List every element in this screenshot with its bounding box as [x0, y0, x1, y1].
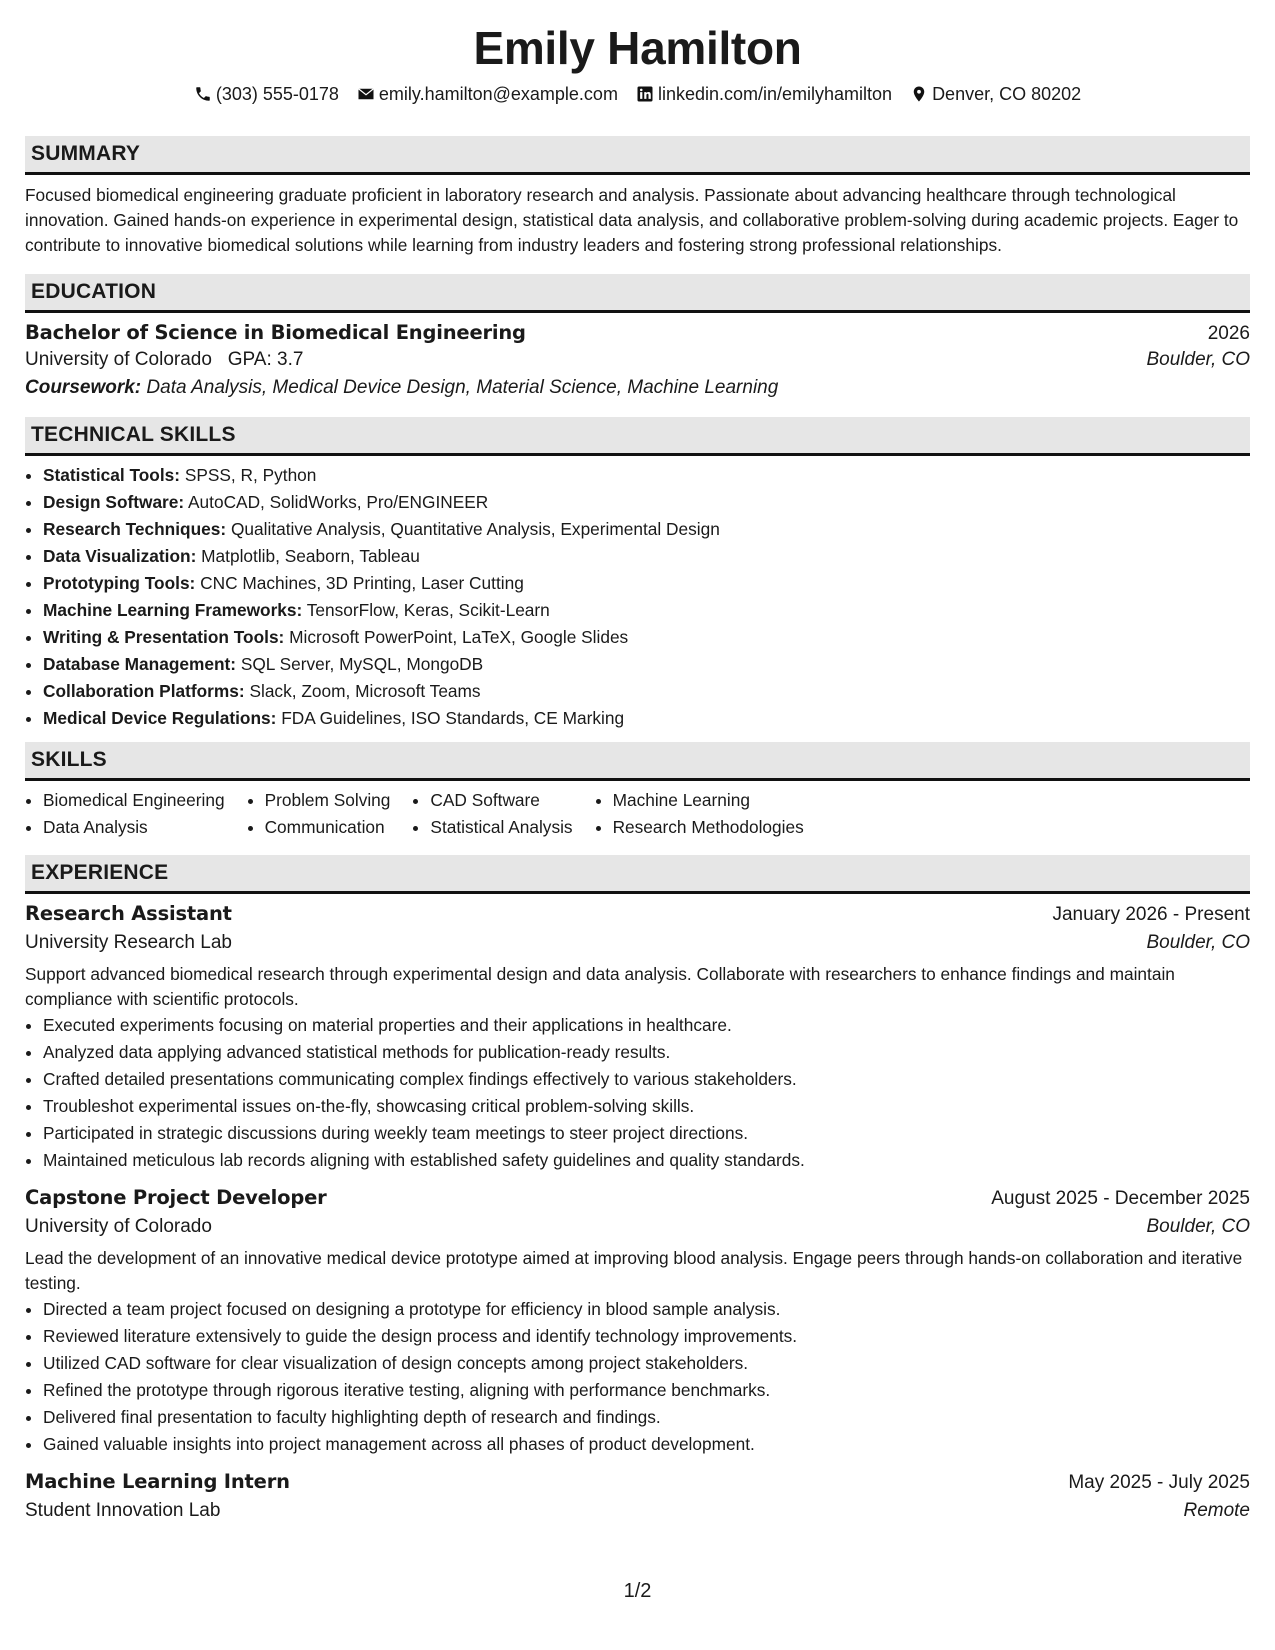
technical-skill-item: [43, 489, 1250, 516]
skill-value: Matplotlib, Seaborn, Tableau: [201, 546, 420, 566]
skill-value: Slack, Zoom, Microsoft Teams: [249, 681, 481, 701]
technical-skills-heading: TECHNICAL SKILLS: [25, 417, 1250, 456]
skill-label: Writing & Presentation Tools:: [43, 627, 285, 647]
job-org: University Research Lab: [25, 932, 232, 953]
skills-heading: SKILLS: [25, 742, 1250, 781]
skill-value: SQL Server, MySQL, MongoDB: [240, 654, 484, 674]
phone-icon: [194, 85, 212, 103]
job-org: Student Innovation Lab: [25, 1500, 221, 1521]
job-bullet: • Reviewed literature extensively to guide the design process and identify technology improvements.: [43, 1323, 1250, 1350]
contact-location: [910, 82, 1081, 106]
job-bullet: • Directed a team project focused on designing a prototype for efficiency in blood sample analysis.: [43, 1296, 1250, 1323]
skill-label: Prototyping Tools:: [43, 573, 196, 593]
job-org: University of Colorado: [25, 1216, 212, 1237]
coursework-line: [25, 377, 1250, 399]
job-bullets: [25, 1296, 1250, 1458]
skills-grid: [25, 787, 1250, 841]
gpa: GPA: 3.7: [227, 349, 304, 370]
linkedin-text: linkedin.com/in/emilyhamilton: [657, 84, 893, 104]
technical-skills-list: [25, 462, 1250, 732]
location-text: Denver, CO 80202: [932, 84, 1082, 104]
job-title: Research Assistant: [25, 902, 232, 925]
skill-label: Data Visualization:: [43, 546, 197, 566]
job-bullet: • Utilized CAD software for clear visualization of design concepts among project stakeholders.: [43, 1350, 1250, 1377]
linkedin-icon: [636, 85, 654, 103]
skill-item: • Problem Solving: [265, 787, 391, 814]
job-bullet: • Gained valuable insights into project management across all phases of product development.: [43, 1431, 1250, 1458]
technical-skill-item: [43, 624, 1250, 651]
technical-skill-item: [43, 651, 1250, 678]
skill-label: Database Management:: [43, 654, 237, 674]
education-entry: [25, 321, 1250, 399]
technical-skill-item: [43, 597, 1250, 624]
contact-email[interactable]: [357, 82, 618, 106]
summary-text: Focused biomedical engineering graduate proficient in laboratory research and analysis. Passionate about advancing healthcare through technological innovation. Gained hands-on experience in experimental design, statistical data analysis, and collaborative problem-solving during academic projects. Eager to contribute to innovative biomedical solutions while learning from industry leaders and fostering strong professional relationships.: [25, 185, 1239, 255]
skill-label: Medical Device Regulations:: [43, 708, 277, 728]
job-bullet: • Participated in strategic discussions during weekly team meetings to steer project directions.: [43, 1120, 1250, 1147]
skill-item: • Data Analysis: [43, 814, 225, 841]
skill-value: AutoCAD, SolidWorks, Pro/ENGINEER: [188, 492, 489, 512]
job-bullet: • Delivered final presentation to faculty highlighting depth of research and findings.: [43, 1404, 1250, 1431]
skill-label: Research Techniques:: [43, 519, 227, 539]
skill-item: • Machine Learning: [613, 787, 804, 814]
skill-value: CNC Machines, 3D Printing, Laser Cutting: [200, 573, 524, 593]
school-name: University of Colorado: [25, 349, 212, 370]
technical-skill-item: [43, 543, 1250, 570]
skills-column: [412, 787, 572, 841]
job-title: Capstone Project Developer: [25, 1186, 327, 1209]
technical-skill-item: [43, 462, 1250, 489]
experience-heading: EXPERIENCE: [25, 855, 1250, 894]
job-location: Boulder, CO: [1146, 1216, 1250, 1237]
skill-item: • CAD Software: [430, 787, 572, 814]
envelope-icon: [357, 85, 375, 103]
job-bullet: • Crafted detailed presentations communicating complex findings effectively to various stakeholders.: [43, 1066, 1250, 1093]
skill-value: Qualitative Analysis, Quantitative Analysis, Experimental Design: [230, 519, 720, 539]
contact-linkedin[interactable]: [636, 82, 892, 106]
skill-label: Design Software:: [43, 492, 185, 512]
skill-value: SPSS, R, Python: [184, 465, 317, 485]
coursework-list: Data Analysis, Medical Device Design, Material Science, Machine Learning: [146, 377, 779, 398]
job-bullet: • Refined the prototype through rigorous iterative testing, aligning with performance benchmarks.: [43, 1377, 1250, 1404]
skill-value: TensorFlow, Keras, Scikit-Learn: [306, 600, 550, 620]
job-dates: May 2025 - July 2025: [1068, 1472, 1250, 1493]
education-heading: EDUCATION: [25, 274, 1250, 313]
graduation-year: 2026: [1207, 323, 1250, 344]
contact-phone[interactable]: [194, 82, 339, 106]
job-bullet: • Executed experiments focusing on material properties and their applications in healthcare.: [43, 1012, 1250, 1039]
job-dates: August 2025 - December 2025: [991, 1188, 1250, 1209]
skill-value: FDA Guidelines, ISO Standards, CE Marking: [281, 708, 625, 728]
job-title: Machine Learning Intern: [25, 1470, 290, 1493]
job-summary: Lead the development of an innovative medical device prototype aimed at improving blood analysis. Engage peers through hands-on collaboration and iterative testing.: [25, 1248, 1243, 1293]
job-entry: [25, 902, 1250, 1174]
skill-item: • Research Methodologies: [613, 814, 804, 841]
job-bullet: • Troubleshot experimental issues on-the-fly, showcasing critical problem-solving skills.: [43, 1093, 1250, 1120]
skills-column: [247, 787, 391, 841]
skill-item: • Biomedical Engineering: [43, 787, 225, 814]
job-location: Boulder, CO: [1146, 932, 1250, 953]
contact-bar: [25, 82, 1250, 106]
candidate-name: Emily Hamilton: [473, 22, 802, 74]
skill-value: Microsoft PowerPoint, LaTeX, Google Slides: [289, 627, 629, 647]
job-entry: [25, 1186, 1250, 1458]
phone-text: (303) 555-0178: [215, 84, 339, 104]
skill-item: • Statistical Analysis: [430, 814, 572, 841]
skills-column: [25, 787, 225, 841]
page-number: 1/2: [623, 1580, 652, 1602]
technical-skill-item: [43, 678, 1250, 705]
summary-heading: SUMMARY: [25, 136, 1250, 175]
technical-skill-item: [43, 570, 1250, 597]
email-text: emily.hamilton@example.com: [378, 84, 618, 104]
resume-page: [25, 0, 1250, 1522]
skill-label: Collaboration Platforms:: [43, 681, 245, 701]
technical-skill-item: [43, 705, 1250, 732]
job-summary: Support advanced biomedical research through experimental design and data analysis. Collaborate with researchers to enhance findings and maintain compliance with scientific protocols.: [25, 964, 1175, 1009]
job-bullet: • Analyzed data applying advanced statistical methods for publication-ready results.: [43, 1039, 1250, 1066]
technical-skill-item: [43, 516, 1250, 543]
job-location: Remote: [1183, 1500, 1250, 1521]
school-line: [25, 349, 303, 371]
skill-label: Machine Learning Frameworks:: [43, 600, 303, 620]
job-bullets: [25, 1012, 1250, 1174]
school-location: Boulder, CO: [1146, 349, 1250, 370]
skill-item: • Communication: [265, 814, 391, 841]
skill-label: Statistical Tools:: [43, 465, 180, 485]
job-dates: January 2026 - Present: [1052, 904, 1250, 925]
skills-column: [595, 787, 804, 841]
job-bullet: • Maintained meticulous lab records aligning with established safety guidelines and quality standards.: [43, 1147, 1250, 1174]
job-entry: [25, 1470, 1250, 1522]
degree-title: Bachelor of Science in Biomedical Engineering: [25, 321, 526, 344]
coursework-label: Coursework:: [25, 377, 142, 398]
map-pin-icon: [910, 85, 928, 103]
